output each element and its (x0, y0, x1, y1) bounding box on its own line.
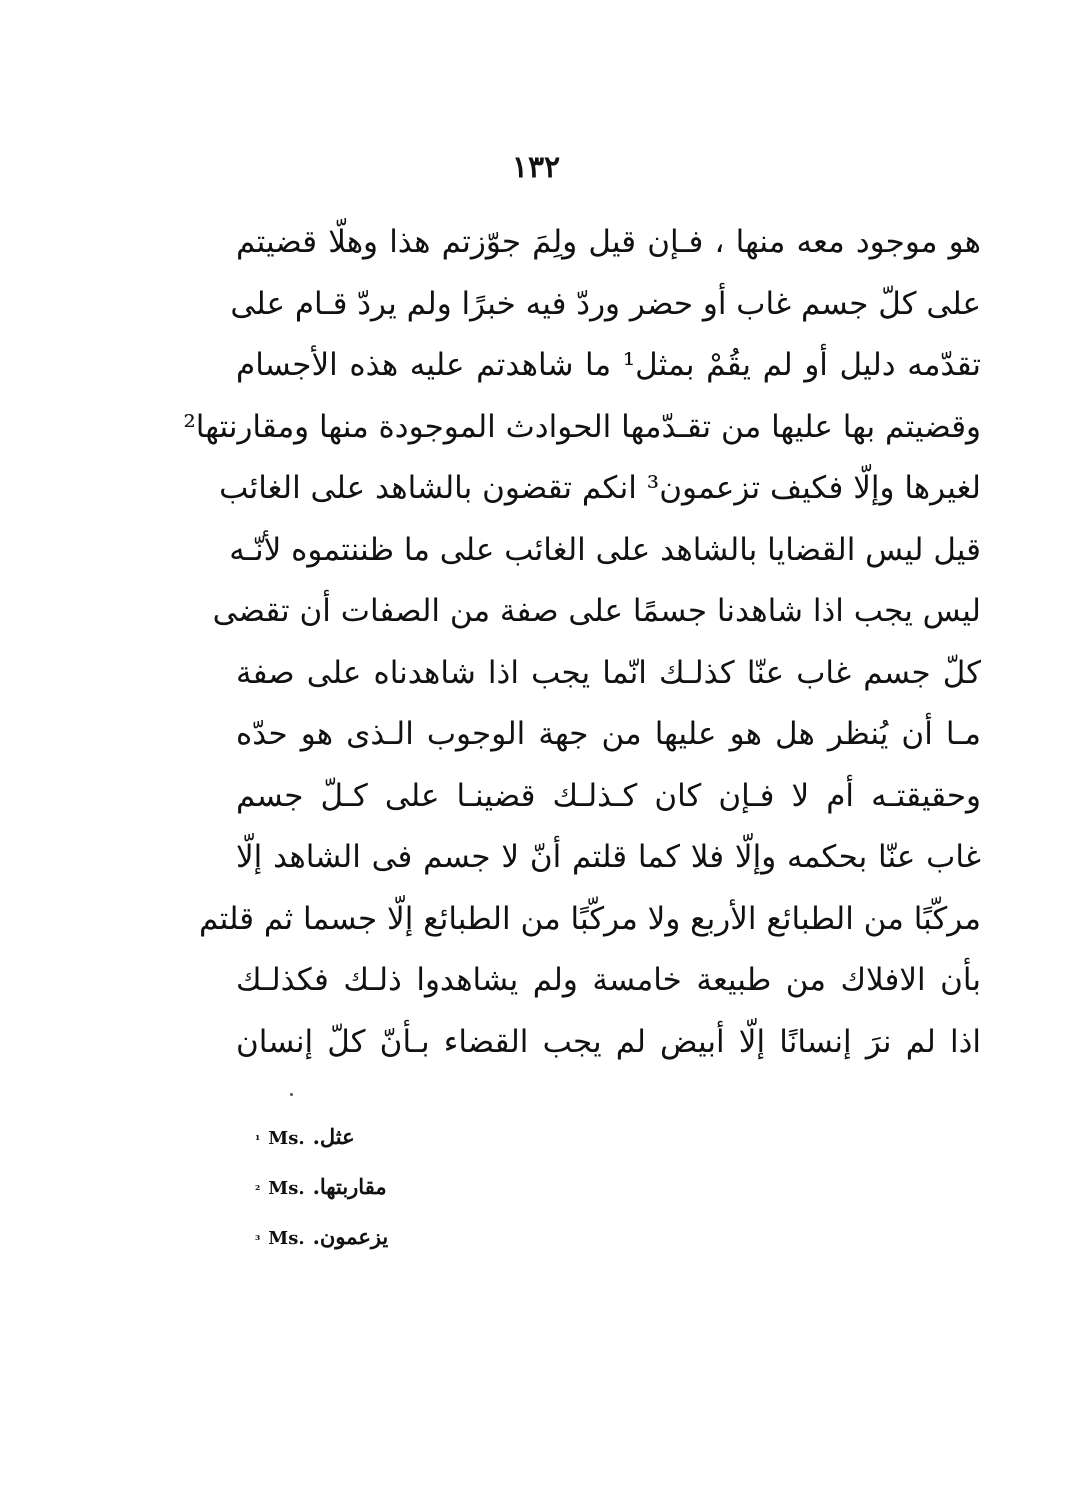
footnote (255, 1212, 455, 1262)
text-line: هو موجود معه منها ، فـإن قيل ولِمَ جوّزتم هذا وهلّا قضيتم (236, 224, 981, 260)
footnote-variant: عثل. (312, 1124, 355, 1149)
text-line: تقدّمه دليل أو لم يقُمْ بمثل¹ ما شاهدتم عليه هذه الأجسام (236, 347, 982, 383)
text-line: مركّبًا من الطبائع الأربع ولا مركّبًا من الطبائع إلّا جسما ثم قلتم (198, 900, 981, 937)
text-line: على كلّ جسم غاب أو حضر وردّ فيه خبرًا ولم يردّ قـام على (230, 285, 981, 322)
text-line: وقضيتم بها عليها من تقـدّمها الحوادث الموجودة منها ومقارنتها² (183, 408, 981, 445)
text-line: غاب عنّا بحكمه وإلّا فلا كما قلتم أنّ لا جسم فى الشاهد إلّا (236, 839, 981, 875)
text-line: مـا أن يُنظر هل هو عليها من جهة الوجوب الـذى هو حدّه (236, 716, 981, 752)
footnote-variant: مقاربتها. (312, 1174, 387, 1199)
stray-dot (290, 1093, 293, 1096)
footnote-number: ³ (255, 1233, 261, 1247)
text-line: لغيرها وإلّا فكيف تزعمون³ انكم تقضون بالشاهد على الغائب (219, 470, 981, 506)
page-number: ١٣٢ (511, 150, 561, 185)
text-line: ليس يجب اذا شاهدنا جسمًا على صفة من الصفات أن تقضى (212, 593, 981, 629)
footnote-number: ¹ (255, 1133, 261, 1147)
footnote-ms-label: Ms. (268, 1128, 305, 1149)
footnote (255, 1162, 455, 1212)
text-line: بأن الافلاك من طبيعة خامسة ولم يشاهدوا ذلـك فكذلـك (236, 962, 981, 998)
footnote-number: ² (255, 1183, 261, 1197)
text-line: وحقيقتـه أم لا فـإن كان كـذلـك قضينـا على كـلّ جسم (236, 777, 981, 814)
footnotes (255, 1112, 455, 1262)
footnote-variant: يزعمون. (312, 1224, 389, 1249)
text-line: قيل ليس القضايا بالشاهد على الغائب على ما ظننتموه لأنّـه (229, 531, 981, 568)
text-line: كلّ جسم غاب عنّا كذلـك انّما يجب اذا شاهدناه على صفة (236, 654, 981, 691)
body-text (183, 212, 982, 1073)
footnote-ms-label: Ms. (268, 1178, 305, 1199)
footnote-ms-label: Ms. (268, 1228, 305, 1249)
footnote (255, 1112, 455, 1162)
text-line: اذا لم نرَ إنسانًا إلّا أبيض لم يجب القضاء بـأنّ كلّ إنسان (236, 1023, 981, 1060)
